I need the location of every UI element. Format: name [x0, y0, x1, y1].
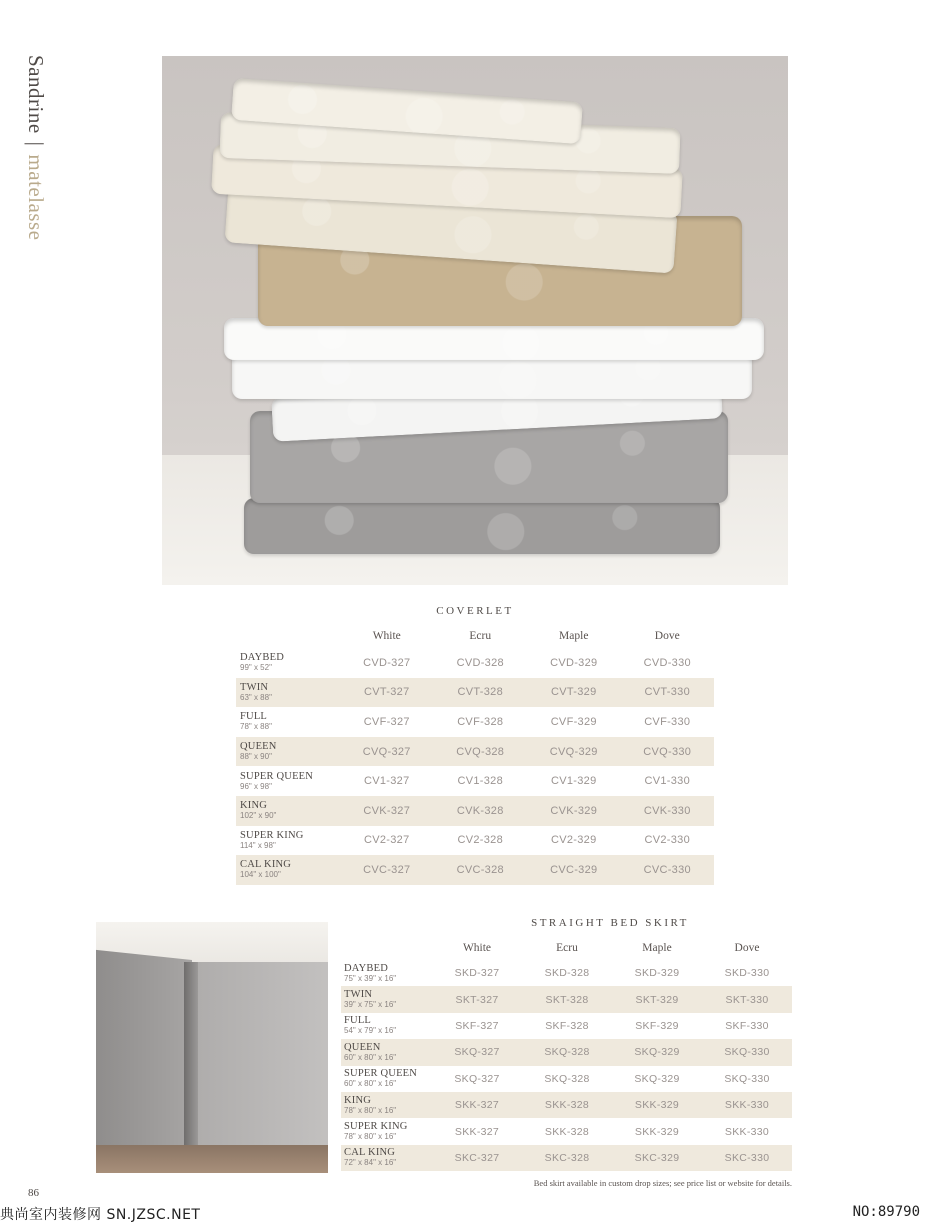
- size-cell: [236, 707, 340, 737]
- size-name: DAYBED: [344, 962, 388, 974]
- col-white: White: [462, 942, 492, 954]
- size-name: TWIN: [240, 681, 269, 693]
- skirt-side-panel: [192, 962, 328, 1173]
- product-code: CVT-329: [527, 678, 621, 708]
- product-code: CV2-327: [363, 834, 410, 847]
- size-cell: [341, 1145, 432, 1171]
- table-row: [236, 855, 714, 885]
- coverlet-title: COVERLET: [436, 605, 514, 617]
- col-ecru: Ecru: [556, 942, 578, 954]
- product-code: CV2-329: [550, 834, 597, 847]
- product-code: SKK-327: [432, 1092, 522, 1118]
- size-dimensions: 54" x 79" x 16": [344, 1026, 397, 1036]
- product-code: CVD-327: [363, 656, 411, 669]
- size-column-header: [341, 942, 432, 960]
- product-code: SKD-327: [454, 967, 500, 980]
- size-dimensions: 78" x 80" x 16": [344, 1132, 397, 1142]
- product-code: SKC-330: [702, 1145, 792, 1171]
- product-code: CVQ-330: [621, 737, 715, 767]
- size-dimensions: 72" x 84" x 16": [344, 1158, 397, 1168]
- product-code: SKF-330: [725, 1019, 769, 1032]
- table-row: [341, 1039, 792, 1065]
- table-row: [341, 1092, 792, 1118]
- bed-skirt-footnote: Bed skirt available in custom drop sizes; see price list or website for details.: [533, 1178, 792, 1188]
- product-code: SKQ-328: [522, 1039, 612, 1065]
- product-code: SKD-328: [544, 967, 590, 980]
- col-ecru: Ecru: [469, 630, 492, 642]
- size-cell: [341, 986, 432, 1012]
- product-code: SKF-328: [545, 1019, 589, 1032]
- size-dimensions: 60" x 80" x 16": [344, 1079, 397, 1089]
- table-row: [341, 1066, 792, 1092]
- coverlet-stack-photo: [162, 56, 788, 585]
- size-dimensions: 96" x 98": [240, 781, 272, 791]
- table-row: [341, 1118, 792, 1144]
- dove-fold-bottom: [244, 498, 720, 554]
- size-dimensions: 63" x 88": [240, 692, 272, 702]
- bed-skirt-header-row: [341, 942, 792, 960]
- table-row: [236, 766, 714, 796]
- size-cell: [236, 678, 340, 708]
- size-cell: [341, 1039, 432, 1065]
- product-code: SKK-328: [522, 1092, 612, 1118]
- product-code: SKQ-327: [432, 1039, 522, 1065]
- size-cell: [341, 960, 432, 986]
- table-row: [236, 648, 714, 678]
- size-name: CAL KING: [240, 859, 292, 871]
- table-row: [236, 737, 714, 767]
- size-name: SUPER QUEEN: [344, 1068, 418, 1080]
- product-code: CV2-330: [644, 834, 690, 847]
- size-cell: [236, 766, 340, 796]
- product-code: CV1-329: [550, 775, 597, 788]
- collection-subtitle: matelasse: [24, 154, 48, 241]
- product-code: CVT-328: [434, 678, 528, 708]
- col-dove: Dove: [734, 942, 760, 954]
- size-name: SUPER KING: [240, 829, 304, 841]
- table-row: [341, 1013, 792, 1039]
- size-name: FULL: [240, 711, 268, 723]
- bed-skirt-title: STRAIGHT BED SKIRT: [531, 917, 689, 929]
- size-cell: [236, 855, 340, 885]
- size-dimensions: 114" x 98": [240, 840, 276, 850]
- product-code: CVQ-327: [340, 737, 434, 767]
- size-name: FULL: [344, 1015, 372, 1027]
- table-row: [236, 826, 714, 856]
- product-code: CVF-330: [644, 715, 691, 728]
- col-maple: Maple: [642, 942, 672, 954]
- product-code: CV1-327: [363, 775, 410, 788]
- size-dimensions: 104" x 100": [240, 870, 281, 880]
- bed-skirt-table: [341, 942, 792, 1171]
- product-code: SKK-330: [724, 1125, 770, 1138]
- size-dimensions: 78" x 88": [240, 722, 272, 732]
- size-name: QUEEN: [240, 741, 277, 753]
- size-column-header: [236, 630, 340, 648]
- coverlet-table: [236, 630, 714, 885]
- size-cell: [236, 796, 340, 826]
- size-name: QUEEN: [344, 1041, 381, 1053]
- table-row: [236, 707, 714, 737]
- size-dimensions: 102" x 90": [240, 811, 277, 821]
- table-row: [341, 960, 792, 986]
- product-code: CV1-328: [457, 775, 503, 788]
- product-code: CVD-328: [456, 656, 504, 669]
- size-dimensions: 78" x 80" x 16": [344, 1105, 397, 1115]
- table-row: [236, 678, 714, 708]
- product-code: SKQ-328: [544, 1072, 590, 1085]
- table-row: [341, 1145, 792, 1171]
- table-row: [236, 796, 714, 826]
- product-code: CVT-330: [621, 678, 715, 708]
- size-name: DAYBED: [240, 652, 284, 664]
- size-dimensions: 60" x 80" x 16": [344, 1052, 397, 1062]
- size-dimensions: 88" x 90": [240, 752, 272, 762]
- watermark-number: NO:89790: [852, 1204, 920, 1220]
- page-number: 86: [28, 1187, 39, 1199]
- product-code: CV1-330: [644, 775, 690, 788]
- product-code: SKK-330: [702, 1092, 792, 1118]
- size-cell: [341, 1013, 432, 1039]
- product-code: CVC-328: [434, 855, 528, 885]
- product-code: CVD-329: [550, 656, 598, 669]
- col-white: White: [372, 630, 401, 642]
- size-cell: [341, 1092, 432, 1118]
- col-maple: Maple: [559, 630, 589, 642]
- product-code: CVC-330: [621, 855, 715, 885]
- product-code: CVK-330: [621, 796, 715, 826]
- size-name: KING: [344, 1094, 372, 1106]
- product-code: CVK-328: [434, 796, 528, 826]
- product-code: SKC-327: [432, 1145, 522, 1171]
- product-code: SKQ-329: [634, 1072, 680, 1085]
- product-code: CVQ-328: [434, 737, 528, 767]
- size-name: SUPER QUEEN: [240, 770, 314, 782]
- size-dimensions: 75" x 39" x 16": [344, 973, 397, 983]
- product-code: SKK-327: [454, 1125, 500, 1138]
- product-code: SKQ-329: [612, 1039, 702, 1065]
- product-code: SKK-329: [634, 1125, 680, 1138]
- size-dimensions: 99" x 52": [240, 663, 272, 673]
- product-code: CV2-328: [457, 834, 503, 847]
- product-code: SKC-328: [522, 1145, 612, 1171]
- size-name: TWIN: [344, 989, 373, 1001]
- bed-skirt-photo: [96, 922, 328, 1173]
- product-code: CVK-329: [527, 796, 621, 826]
- side-title: [20, 55, 50, 295]
- product-code: SKD-329: [634, 967, 680, 980]
- size-cell: [341, 1118, 432, 1144]
- watermark-site: 典尚室内装修网 SN.JZSC.NET: [0, 1207, 201, 1223]
- product-code: CVF-327: [363, 715, 410, 728]
- product-code: SKD-330: [724, 967, 770, 980]
- size-cell: [236, 737, 340, 767]
- product-code: SKQ-330: [702, 1039, 792, 1065]
- coverlet-header-row: [236, 630, 714, 648]
- product-code: SKK-329: [612, 1092, 702, 1118]
- size-dimensions: 39" x 75" x 16": [344, 1000, 397, 1010]
- product-code: CVF-328: [457, 715, 504, 728]
- product-code: SKF-327: [455, 1019, 499, 1032]
- size-cell: [236, 648, 340, 678]
- product-code: SKQ-327: [454, 1072, 500, 1085]
- size-name: KING: [240, 800, 268, 812]
- product-code: SKQ-330: [724, 1072, 770, 1085]
- product-code: SKT-330: [702, 986, 792, 1012]
- product-code: CVC-329: [527, 855, 621, 885]
- size-name: CAL KING: [344, 1147, 396, 1159]
- product-code: SKC-329: [612, 1145, 702, 1171]
- product-code: CVF-329: [550, 715, 597, 728]
- table-row: [341, 986, 792, 1012]
- product-code: CVK-327: [340, 796, 434, 826]
- title-separator: |: [24, 141, 48, 147]
- size-cell: [341, 1066, 432, 1092]
- collection-name: Sandrine: [24, 55, 48, 134]
- product-code: SKT-328: [522, 986, 612, 1012]
- product-code: SKT-327: [432, 986, 522, 1012]
- size-cell: [236, 826, 340, 856]
- product-code: CVT-327: [340, 678, 434, 708]
- col-dove: Dove: [654, 630, 680, 642]
- product-code: CVC-327: [340, 855, 434, 885]
- product-code: CVQ-329: [527, 737, 621, 767]
- skirt-front-panel: [96, 950, 192, 1172]
- product-code: CVD-330: [643, 656, 691, 669]
- product-code: SKF-329: [635, 1019, 679, 1032]
- product-code: SKT-329: [612, 986, 702, 1012]
- photo-floor: [96, 1145, 328, 1173]
- product-code: SKK-328: [544, 1125, 590, 1138]
- skirt-corner-pleat: [184, 962, 198, 1173]
- size-name: SUPER KING: [344, 1121, 408, 1133]
